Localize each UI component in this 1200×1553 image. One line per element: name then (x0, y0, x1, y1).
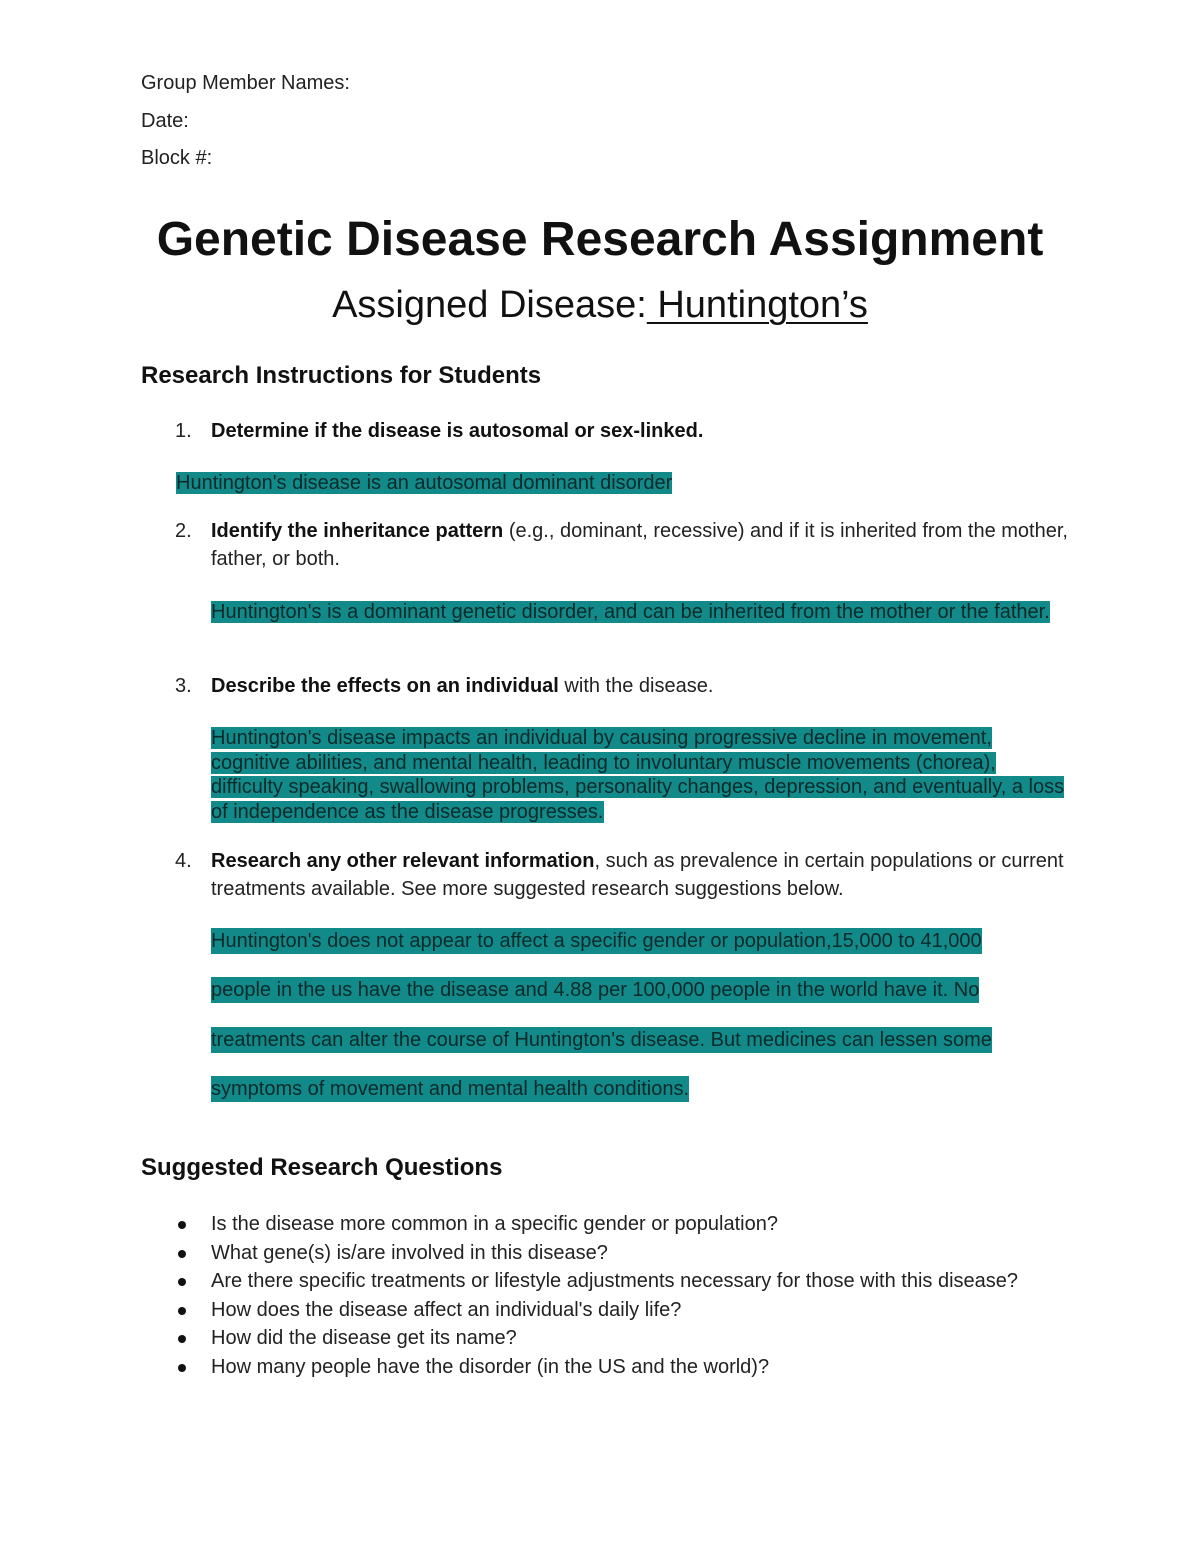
suggested-questions-heading: Suggested Research Questions (141, 1154, 503, 1181)
question-text (211, 517, 1071, 573)
answer-line (211, 1074, 689, 1104)
question-rest: (e.g., dominant, recessive) and if it is inherited from the mother, father, or both. (211, 520, 1068, 570)
assigned-disease-prefix: Assigned Disease: (332, 284, 647, 326)
answer-highlight: Huntington's disease impacts an individual by causing progressive decline in movement, cognitive abilities, and mental health, leading to involuntary muscle movements (chorea), difficulty speaking, swallowing problems, personality changes, depression, and eventually, a loss of independence as the disease progresses. (211, 727, 1065, 823)
bullet-icon (178, 1221, 186, 1229)
block-label: Block #: (141, 147, 213, 169)
answer-line (211, 975, 979, 1005)
answer-line (211, 1025, 992, 1055)
bullet-icon (178, 1278, 186, 1286)
date-label: Date: (141, 110, 189, 132)
list-item (141, 1210, 1081, 1239)
list-item (141, 1267, 1081, 1296)
list-item (141, 1239, 1081, 1268)
answer-highlight: symptoms of movement and mental health conditions. (211, 1078, 690, 1100)
question-rest: with the disease. (558, 675, 714, 697)
answer-text (211, 600, 1061, 625)
list-item-text: Are there specific treatments or lifestyle adjustments necessary for those with this disease? (211, 1270, 1019, 1292)
answer-highlight: Huntington's does not appear to affect a specific gender or population,15,000 to 41,000 (211, 930, 982, 952)
research-instructions-heading: Research Instructions for Students (141, 362, 542, 389)
question-number: 1. (175, 420, 192, 442)
assigned-disease-line (0, 284, 1200, 327)
answer-text (176, 471, 1076, 496)
answer-line (211, 926, 982, 956)
answer-highlight: Huntington's disease is an autosomal dominant disorder (176, 472, 673, 494)
list-item-text: How many people have the disorder (in the US and the world)? (211, 1355, 770, 1378)
suggested-questions-list (141, 1210, 1081, 1381)
group-member-names-label: Group Member Names: (141, 72, 350, 94)
question-text (211, 847, 1071, 903)
list-item (141, 1353, 1081, 1382)
list-item-text: How does the disease affect an individual's daily life? (211, 1298, 682, 1321)
document-title: Genetic Disease Research Assignment (156, 213, 1044, 266)
question-number: 4. (175, 850, 192, 872)
bullet-icon (178, 1307, 186, 1315)
question-bold: Identify the inheritance pattern (211, 520, 504, 542)
question-text (211, 417, 1071, 445)
question-rest: , such as prevalence in certain populations or current treatments available. See more suggested research suggestions below. (211, 850, 1064, 900)
question-text (211, 672, 1071, 700)
question-number: 3. (175, 675, 192, 697)
answer-highlight: people in the us have the disease and 4.88 per 100,000 people in the world have it. No (211, 979, 980, 1001)
question-number: 2. (175, 520, 192, 542)
list-item-text: What gene(s) is/are involved in this disease? (211, 1241, 608, 1264)
answer-text (211, 726, 1066, 824)
bullet-icon (178, 1250, 186, 1258)
answer-highlight: Huntington's is a dominant genetic disorder, and can be inherited from the mother or the father. (211, 601, 1050, 623)
list-item (141, 1324, 1081, 1353)
question-bold: Describe the effects on an individual (211, 675, 559, 697)
assigned-disease-name: Huntington’s (646, 284, 868, 326)
question-bold: Determine if the disease is autosomal or sex-linked. (211, 420, 704, 442)
list-item-text: Is the disease more common in a specific gender or population? (211, 1213, 778, 1235)
question-bold: Research any other relevant information (211, 850, 595, 872)
answer-highlight: treatments can alter the course of Huntington's disease. But medicines can lessen some (211, 1029, 992, 1051)
bullet-icon (178, 1364, 186, 1372)
list-item-text: How did the disease get its name? (211, 1327, 517, 1349)
list-item (141, 1296, 1081, 1325)
bullet-icon (178, 1335, 186, 1343)
